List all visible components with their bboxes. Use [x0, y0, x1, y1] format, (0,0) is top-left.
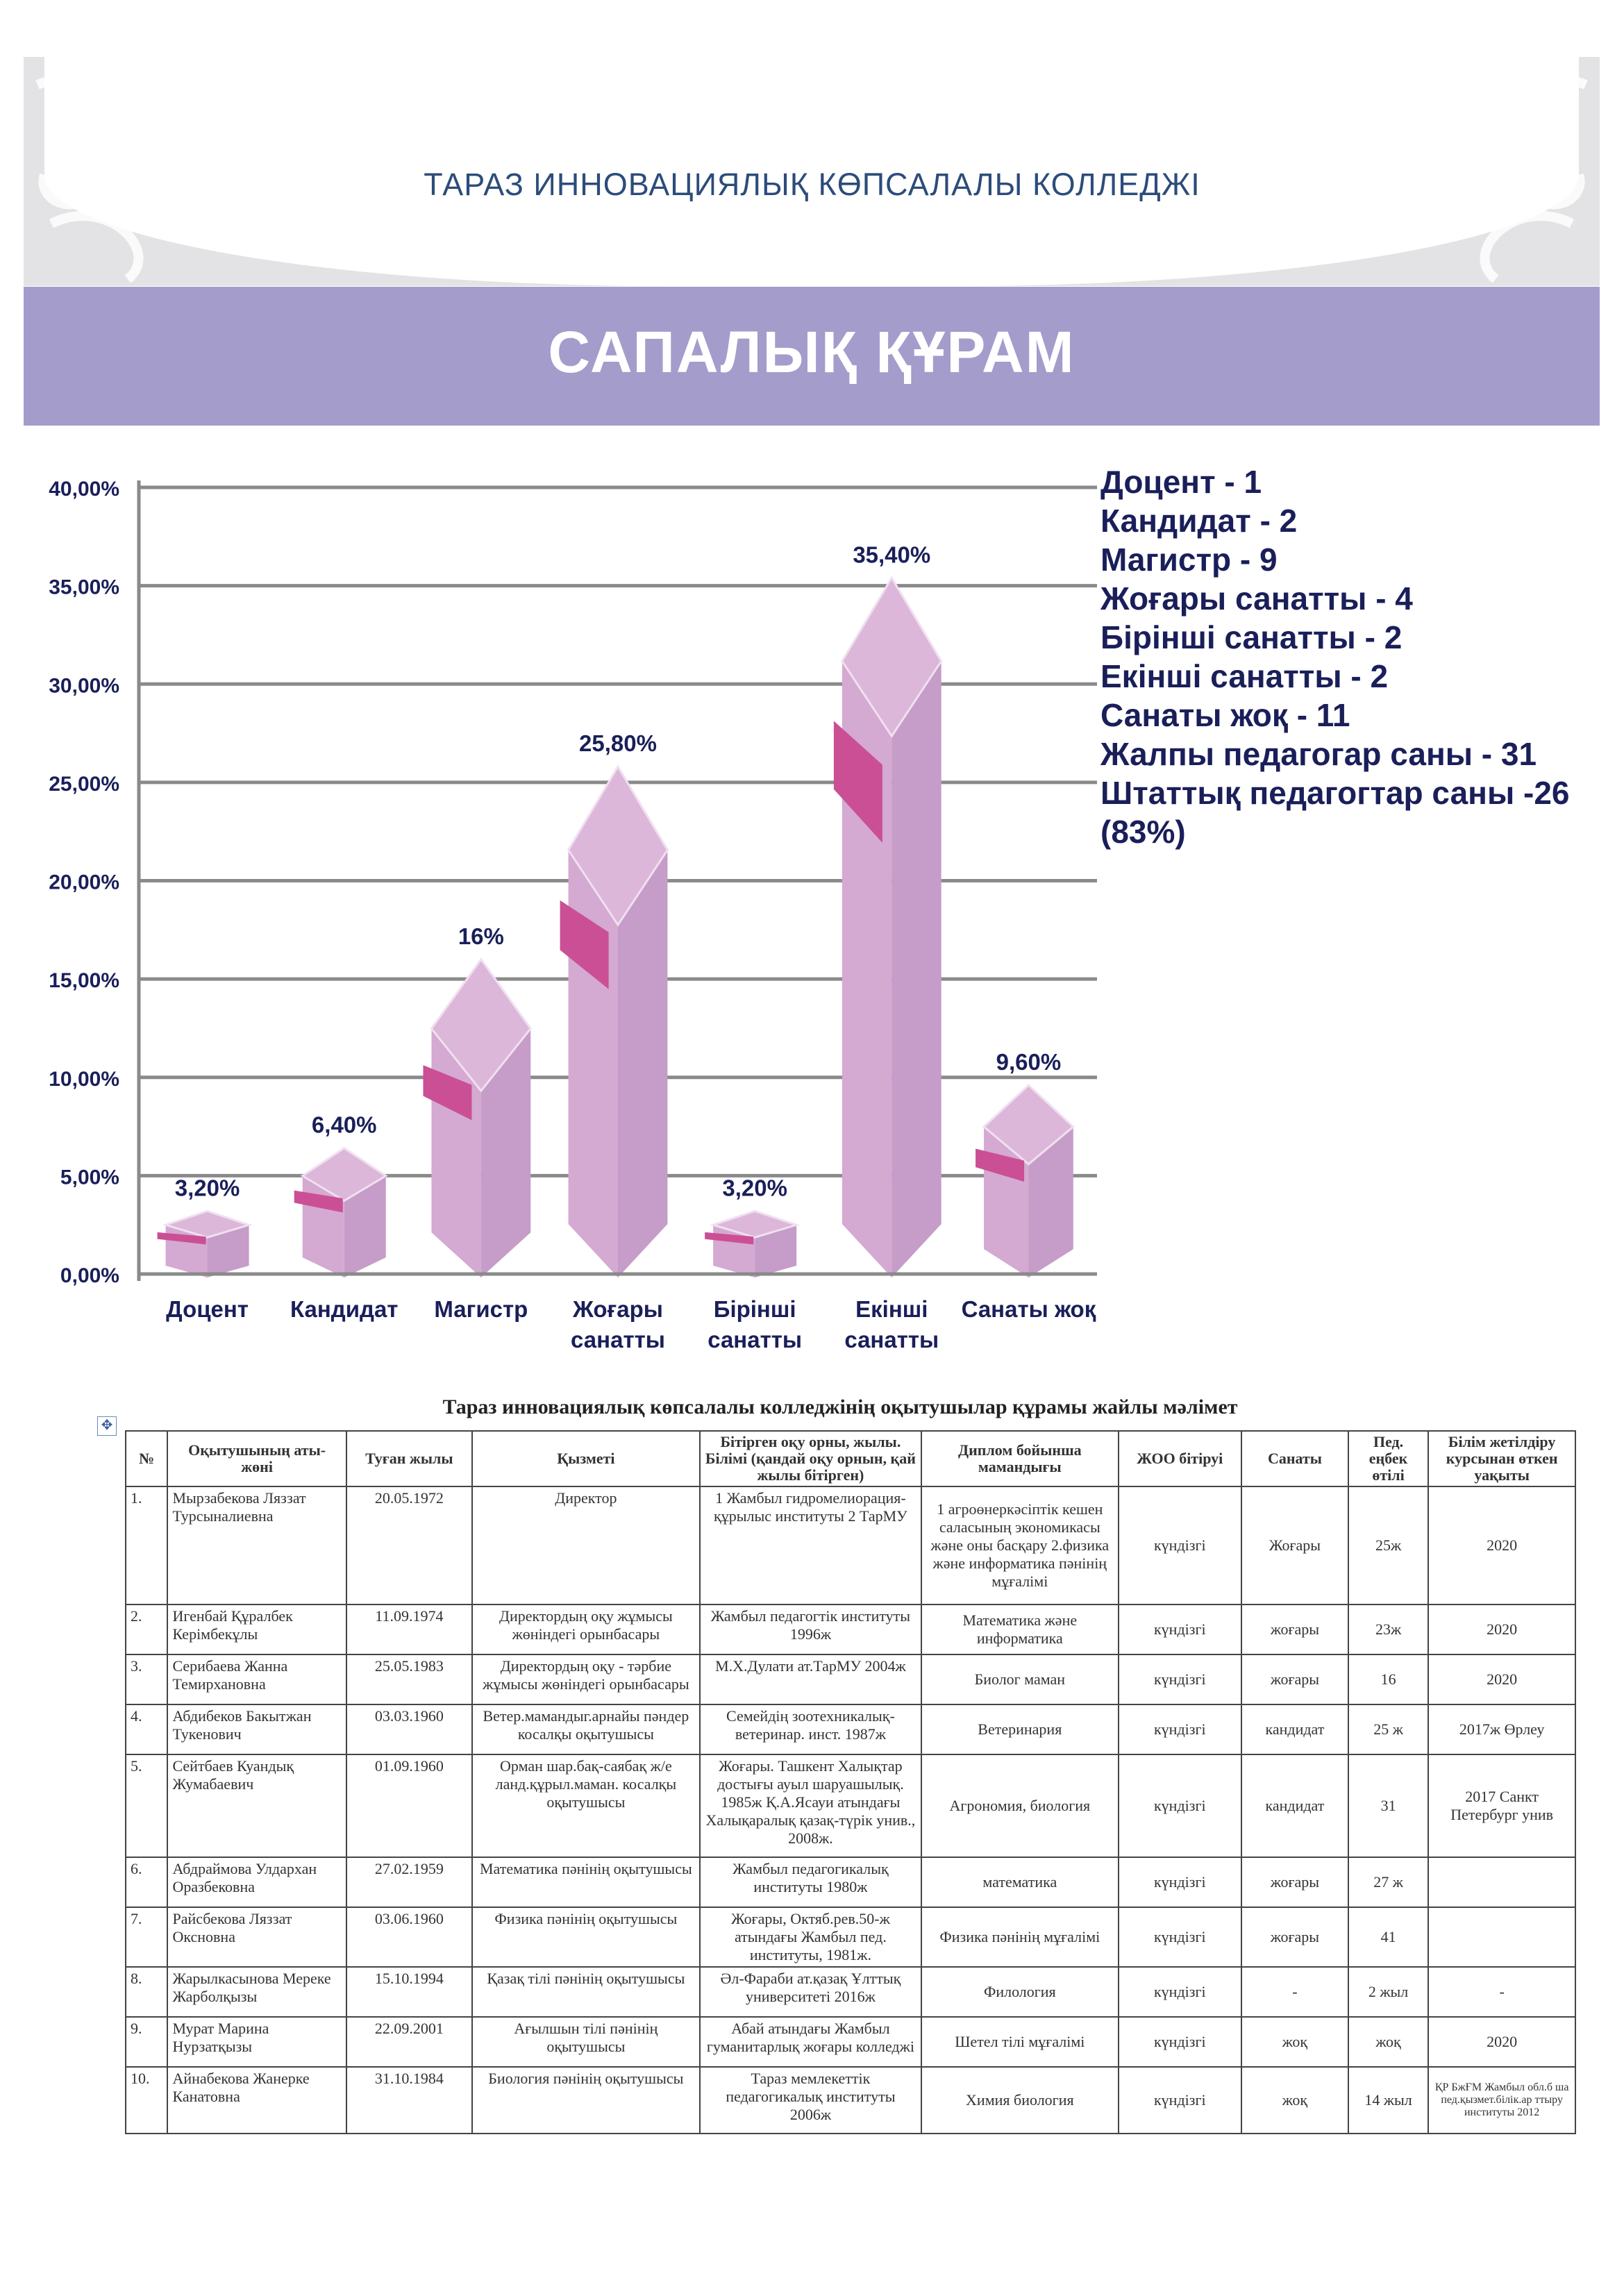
x-category-label: Кандидат — [290, 1296, 399, 1322]
college-name: ТАРАЗ ИННОВАЦИЯЛЫҚ КӨПСАЛАЛЫ КОЛЛЕДЖІ — [424, 167, 1200, 202]
table-cell: 41 — [1348, 1907, 1428, 1967]
column-header: Санаты — [1241, 1431, 1348, 1486]
table-cell: 25ж — [1348, 1486, 1428, 1604]
data-label: 6,40% — [311, 1112, 377, 1138]
table-cell: - — [1428, 1967, 1575, 2017]
table-cell: 16 — [1348, 1654, 1428, 1704]
data-label: 35,40% — [853, 542, 931, 568]
stat-line: Жоғары санатты - 4 — [1100, 580, 1413, 617]
table-cell: күндізгі — [1119, 1486, 1241, 1604]
table-cell: математика — [921, 1857, 1118, 1907]
table-cell: кандидат — [1241, 1704, 1348, 1754]
table-cell: 8. — [126, 1967, 167, 2017]
table-title: Тараз инновациялық көпсалалы колледжінің оқытушылар құрамы жайлы мәлімет — [442, 1396, 1238, 1418]
table-cell: Абай атындағы Жамбыл гуманитарлық жоғары колледжі — [700, 2017, 921, 2067]
table-cell: Серибаева Жанна Темирхановна — [167, 1654, 346, 1704]
qualification-bar-chart — [0, 444, 1104, 1368]
table-cell: Жоғары — [1241, 1486, 1348, 1604]
table-cell: Тараз мемлекеттік педагогикалық институты 2006ж — [700, 2067, 921, 2134]
table-cell: жоғары — [1241, 1907, 1348, 1967]
table-cell: күндізгі — [1119, 1754, 1241, 1857]
table-cell: Мырзабекова Ляззат Турсыналиевна — [167, 1486, 346, 1604]
table-cell: 31 — [1348, 1754, 1428, 1857]
table-cell: Жоғары. Ташкент Халықтар достығы ауыл шаруашылық. 1985ж Қ.А.Ясауи атындағы Халықаралық қазақ-түрік унив., 2008ж. — [700, 1754, 921, 1857]
table-cell: күндізгі — [1119, 1704, 1241, 1754]
table-cell: 27.02.1959 — [346, 1857, 472, 1907]
stat-line: Жалпы педагогар саны - 31 — [1100, 736, 1537, 772]
y-tick-label: 30,00% — [49, 674, 119, 698]
table-cell: 27 ж — [1348, 1857, 1428, 1907]
column-header: Диплом бойынша мамандығы — [921, 1431, 1118, 1486]
table-row — [126, 1754, 1575, 1857]
x-category-label: Бірінші — [713, 1296, 796, 1322]
table-cell: Биолог маман — [921, 1654, 1118, 1704]
table-cell: жоғары — [1241, 1857, 1348, 1907]
table-row — [126, 1907, 1575, 1967]
table-cell: Ағылшын тілі пәнінің оқытушысы — [472, 2017, 700, 2067]
table-cell: 11.09.1974 — [346, 1604, 472, 1654]
table-cell: күндізгі — [1119, 2017, 1241, 2067]
table-cell: Директордың оқу жұмысы жөніндегі орынбасары — [472, 1604, 700, 1654]
y-tick-label: 10,00% — [49, 1067, 119, 1091]
column-header: Пед. еңбек өтілі — [1348, 1431, 1428, 1486]
table-cell: 2. — [126, 1604, 167, 1654]
table-cell: Директордың оқу - тәрбие жұмысы жөніндегі орынбасары — [472, 1654, 700, 1704]
table-cell: Физика пәнінің мұғалімі — [921, 1907, 1118, 1967]
table-cell: 2020 — [1428, 1604, 1575, 1654]
table-row — [126, 1654, 1575, 1704]
stat-line: Штаттық педагогтар саны -26 — [1100, 775, 1570, 811]
table-cell: Айнабекова Жанерке Канатовна — [167, 2067, 346, 2134]
data-label: 25,80% — [579, 730, 657, 757]
table-cell: Филология — [921, 1967, 1118, 2017]
table-cell: Сейтбаев Куандық Жумабаевич — [167, 1754, 346, 1857]
x-category-label: Доцент — [166, 1296, 249, 1322]
data-label: 16% — [458, 923, 504, 949]
table-cell: күндізгі — [1119, 1857, 1241, 1907]
table-cell: 2017 Санкт Петербург унив — [1428, 1754, 1575, 1857]
data-label: 3,20% — [174, 1175, 240, 1201]
table-row — [126, 1857, 1575, 1907]
x-category-label: Екінші — [855, 1296, 928, 1322]
table-cell: Игенбай Құралбек Керімбекұлы — [167, 1604, 346, 1654]
table-cell: Жоғары, Октяб.рев.50-ж атындағы Жамбыл пед. институты, 1981ж. — [700, 1907, 921, 1967]
table-row — [126, 1486, 1575, 1604]
table-cell: жоқ — [1241, 2017, 1348, 2067]
table-cell: 6. — [126, 1857, 167, 1907]
table-cell: - — [1241, 1967, 1348, 2017]
page-title: САПАЛЫҚ ҚҰРАМ — [548, 319, 1075, 385]
y-tick-label: 20,00% — [49, 871, 119, 894]
table-cell: Шетел тілі мұғалімі — [921, 2017, 1118, 2067]
bar-right-face — [891, 661, 941, 1277]
table-cell: Математика және информатика — [921, 1604, 1118, 1654]
table-row — [126, 1604, 1575, 1654]
table-cell: Мурат Марина Нурзатқызы — [167, 2017, 346, 2067]
table-cell: 9. — [126, 2017, 167, 2067]
staff-table — [125, 1430, 1576, 2134]
column-header: ЖОО бітіруі — [1119, 1431, 1241, 1486]
table-row — [126, 2017, 1575, 2067]
table-cell: Абдибеков Бакытжан Тукенович — [167, 1704, 346, 1754]
column-header: Білім жетілдіру курсынан өткен уақыты — [1428, 1431, 1575, 1486]
table-cell: 22.09.2001 — [346, 2017, 472, 2067]
stat-line: (83%) — [1100, 814, 1186, 850]
column-header: Туған жылы — [346, 1431, 472, 1486]
table-cell: Физика пәнінің оқытушысы — [472, 1907, 700, 1967]
table-cell: 03.03.1960 — [346, 1704, 472, 1754]
table-cell: Абдраймова Улдархан Оразбековна — [167, 1857, 346, 1907]
table-cell: М.Х.Дулати ат.ТарМУ 2004ж — [700, 1654, 921, 1704]
table-cell: 25 ж — [1348, 1704, 1428, 1754]
stats-list — [1100, 462, 1570, 851]
y-tick-label: 15,00% — [49, 969, 119, 993]
table-cell: күндізгі — [1119, 1654, 1241, 1704]
table-row — [126, 1704, 1575, 1754]
table-cell: Ветеринария — [921, 1704, 1118, 1754]
table-cell: Райсбекова Ляззат Оксновна — [167, 1907, 346, 1967]
table-cell: 1 агроөнеркәсіптік кешен саласының экономикасы және оны басқару 2.физика және информатика пәнінің мұғалімі — [921, 1486, 1118, 1604]
table-cell: Биология пәнінің оқытушысы — [472, 2067, 700, 2134]
table-cell — [1428, 1907, 1575, 1967]
table-cell: жоқ — [1241, 2067, 1348, 2134]
stat-line: Бірінші санатты - 2 — [1100, 619, 1403, 655]
y-tick-label: 40,00% — [49, 478, 119, 501]
stat-line: Екінші санатты - 2 — [1100, 658, 1389, 694]
table-cell: Агрономия, биология — [921, 1754, 1118, 1857]
stat-line: Доцент - 1 — [1100, 464, 1262, 500]
column-header: Бітірген оқу орны, жылы. Білімі (қандай оқу орнын, қай жылы бітірген) — [700, 1431, 921, 1486]
x-category-label: Жоғары — [573, 1296, 663, 1322]
table-cell: кандидат — [1241, 1754, 1348, 1857]
table-cell: күндізгі — [1119, 1604, 1241, 1654]
stat-line: Магистр - 9 — [1100, 542, 1278, 578]
y-tick-label: 5,00% — [60, 1166, 119, 1189]
stat-line: Санаты жоқ - 11 — [1100, 697, 1350, 733]
table-cell: ҚР БжҒМ Жамбыл обл.б ша пед.қызмет.білік.ар ттыру институты 2012 — [1428, 2067, 1575, 2134]
data-label: 9,60% — [996, 1049, 1062, 1075]
table-cell: Әл-Фараби ат.қазақ Ұлттық университеті 2016ж — [700, 1967, 921, 2017]
table-cell: 10. — [126, 2067, 167, 2134]
table-row — [126, 2067, 1575, 2134]
table-cell: 7. — [126, 1907, 167, 1967]
table-cell: Орман шар.бақ-саябақ ж/е ланд.құрыл.маман. косалқы оқытушысы — [472, 1754, 700, 1857]
table-cell: Жамбыл педагогтік институты 1996ж — [700, 1604, 921, 1654]
column-header: Оқытушының аты-жөні — [167, 1431, 346, 1486]
table-cell: 25.05.1983 — [346, 1654, 472, 1704]
x-category-label: санатты — [571, 1327, 665, 1352]
table-cell: 14 жыл — [1348, 2067, 1428, 2134]
column-header: Қызметі — [472, 1431, 700, 1486]
y-tick-label: 25,00% — [49, 772, 119, 796]
table-cell: жоғары — [1241, 1604, 1348, 1654]
table-cell: 3. — [126, 1654, 167, 1704]
table-cell: Жамбыл педагогикалық институты 1980ж — [700, 1857, 921, 1907]
table-cell: Қазақ тілі пәнінің оқытушысы — [472, 1967, 700, 2017]
table-cell: 01.09.1960 — [346, 1754, 472, 1857]
x-category-label: Магистр — [434, 1296, 528, 1322]
x-category-label: санатты — [844, 1327, 939, 1352]
table-header-row — [126, 1431, 1575, 1486]
y-tick-label: 35,00% — [49, 576, 119, 599]
table-cell: Ветер.мамандыг.арнайы пәндер косалқы оқытушысы — [472, 1704, 700, 1754]
column-header: № — [126, 1431, 167, 1486]
table-cell: 31.10.1984 — [346, 2067, 472, 2134]
stat-line: Кандидат - 2 — [1100, 503, 1298, 539]
table-cell — [1428, 1857, 1575, 1907]
data-label: 3,20% — [722, 1175, 787, 1201]
table-cell: Химия биология — [921, 2067, 1118, 2134]
table-cell: 03.06.1960 — [346, 1907, 472, 1967]
table-cell: 1. — [126, 1486, 167, 1604]
table-cell: күндізгі — [1119, 1967, 1241, 2017]
table-cell: 2 жыл — [1348, 1967, 1428, 2017]
table-cell: Семейдің зоотехникалық-ветеринар. инст. 1987ж — [700, 1704, 921, 1754]
table-cell: 15.10.1994 — [346, 1967, 472, 2017]
table-cell: 2017ж Өрлеу — [1428, 1704, 1575, 1754]
x-category-label: Санаты жоқ — [961, 1296, 1096, 1322]
title-band — [24, 287, 1600, 426]
table-cell: 23ж — [1348, 1604, 1428, 1654]
table-cell: жоқ — [1348, 2017, 1428, 2067]
table-cell: Директор — [472, 1486, 700, 1604]
table-cell: 2020 — [1428, 1654, 1575, 1704]
move-icon[interactable]: ✥ — [97, 1416, 117, 1436]
table-cell: Математика пәнінің оқытушысы — [472, 1857, 700, 1907]
x-category-label: санатты — [708, 1327, 803, 1352]
table-cell: күндізгі — [1119, 1907, 1241, 1967]
y-tick-label: 0,00% — [60, 1264, 119, 1287]
table-cell: күндізгі — [1119, 2067, 1241, 2134]
table-cell: 4. — [126, 1704, 167, 1754]
table-cell: жоғары — [1241, 1654, 1348, 1704]
table-cell: 2020 — [1428, 2017, 1575, 2067]
table-cell: 5. — [126, 1754, 167, 1857]
table-cell: 1 Жамбыл гидромелиорация-құрылыс институты 2 ТарМУ — [700, 1486, 921, 1604]
table-cell: Жарылкасынова Мереке Жарболқызы — [167, 1967, 346, 2017]
table-row — [126, 1967, 1575, 2017]
table-cell: 2020 — [1428, 1486, 1575, 1604]
table-cell: 20.05.1972 — [346, 1486, 472, 1604]
